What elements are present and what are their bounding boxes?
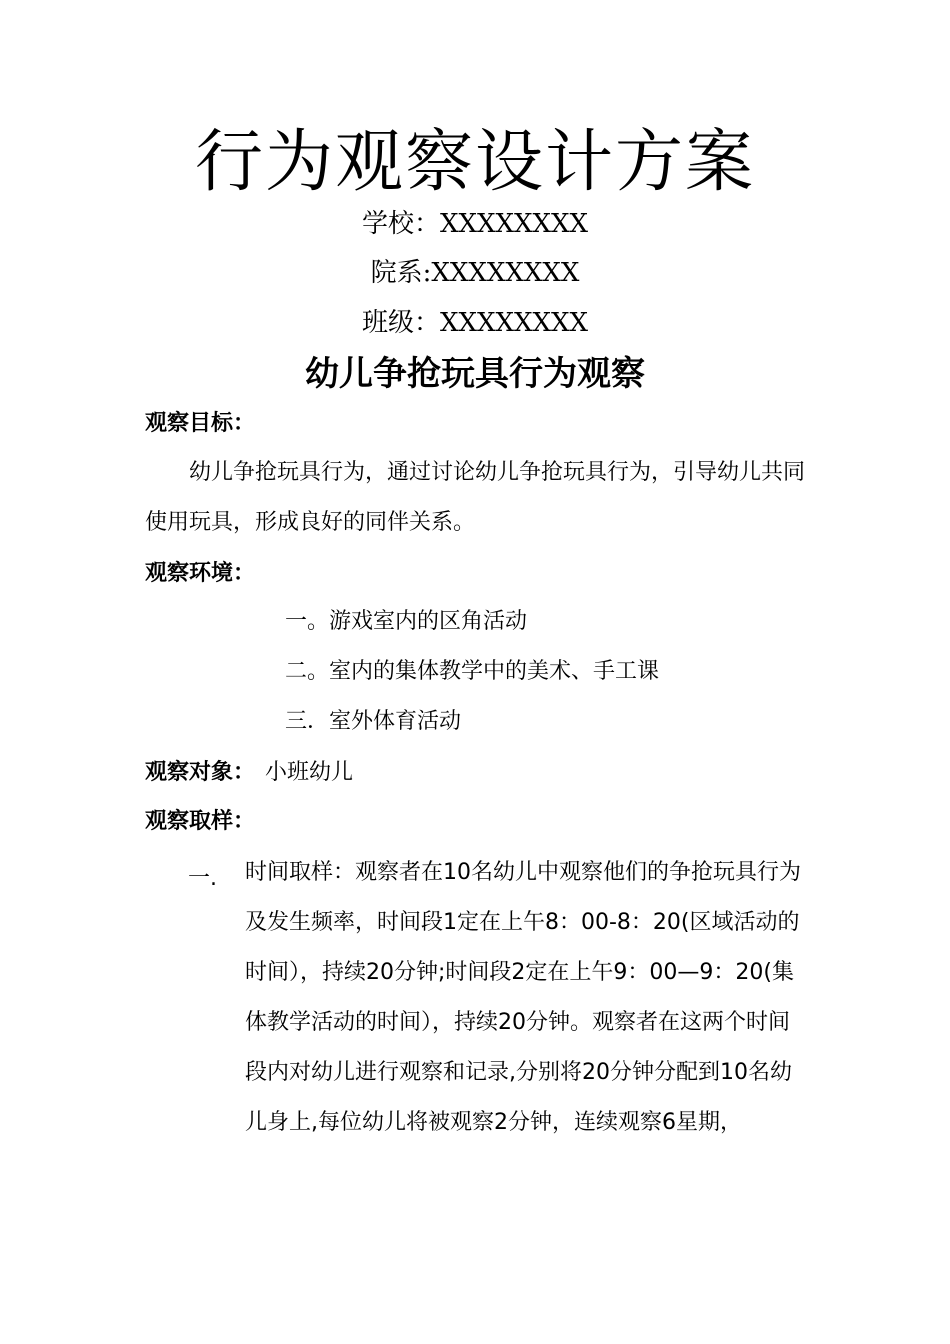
class-line: 班级：XXXXXXXX (361, 308, 589, 338)
subject-heading (145, 757, 353, 789)
environment-item-1: 一。游戏室内的区角活动 (285, 609, 528, 634)
environment-item-2: 二。室内的集体教学中的美术、手工课 (285, 659, 660, 684)
environment-heading: 观察环境： (145, 561, 256, 586)
school-line: 学校：XXXXXXXX (361, 209, 589, 239)
sampling-item-text: 时间取样：观察者在10名幼儿中观察他们的争抢玩具行为及发生频率，时间段1定在上午8：00-8：20(区域活动的时间），持续20分钟;时间段2定在上午9：00—9：20(集体教学活动的时间），持续20分钟。观察者在这两个时间段内对幼儿进行观察和记录,分别将20分钟分配到10名幼儿身上,每位幼儿将被观察2分钟，连续观察6星期， (245, 860, 801, 1135)
goal-paragraph: 幼儿争抢玩具行为，通过讨论幼儿争抢玩具行为，引导幼儿共同使用玩具，形成良好的同伴关系。 (145, 460, 806, 535)
environment-item-3: 三．室外体育活动 (285, 709, 462, 734)
goal-heading: 观察目标： (145, 411, 256, 436)
sampling-item-marker: 一. (188, 866, 217, 891)
department-line: 院系:XXXXXXXX (370, 258, 580, 288)
subject-heading-label: 观察对象： (145, 760, 256, 785)
subject-value: 小班幼儿 (265, 760, 354, 785)
sampling-heading: 观察取样： (145, 809, 256, 834)
document-title: 行为观察设计方案 (194, 123, 755, 202)
observation-subtitle: 幼儿争抢玩具行为观察 (305, 354, 645, 394)
